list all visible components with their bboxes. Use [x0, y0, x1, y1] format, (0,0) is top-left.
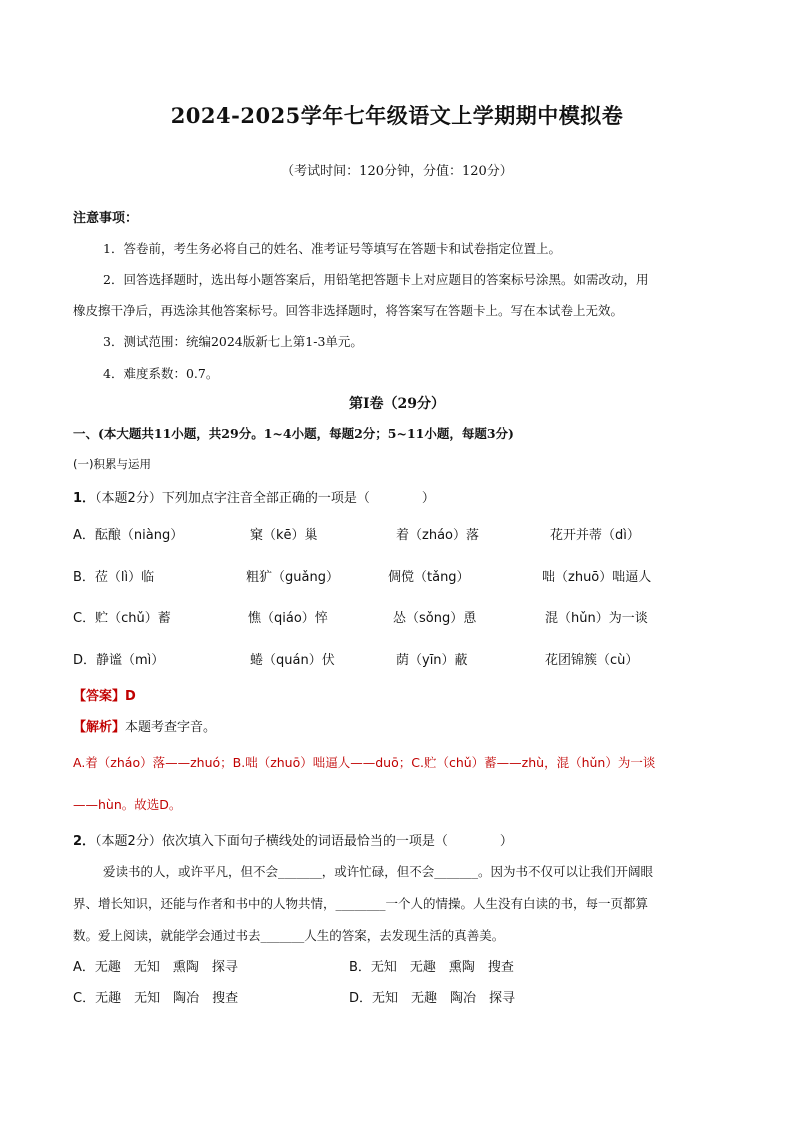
answer-row [73, 685, 136, 704]
answer-label: 【答案】 [73, 689, 126, 704]
part-heading: 一、(本大题共11小题，共29分。1~4小题，每题2分；5~11小题，每题3分) [73, 426, 514, 441]
option-a-2: 窠（kē）巢 [250, 528, 318, 543]
option-d-3: 荫（yīn）蔽 [396, 653, 468, 668]
analysis-label: 【解析】 [73, 720, 126, 735]
passage-line: 数。爱上阅读，就能学会通过书去_______人生的答案，去发现生活的真善美。 [73, 928, 505, 943]
option-c-1: C．贮（chǔ）蓄 [73, 611, 171, 626]
notice-item: 橡皮擦干净后，再选涂其他答案标号。回答非选择题时，将答案写在答题卡上。写在本试卷上无效。 [73, 303, 624, 318]
page-title: 2024-2025学年七年级语文上学期期中模拟卷 [170, 103, 624, 128]
option-a: A．无趣 无知 熏陶 探寻 [73, 960, 238, 975]
analysis-text: 本题考查字音。 [125, 720, 217, 735]
passage-line: 界、增长知识，还能与作者和书中的人物共情，________一个人的情操。人生没有白读的书，每一页都算 [73, 896, 649, 911]
explanation-line: A.着（zháo）落——zhuó；B.咄（zhuō）咄逼人——duō；C.贮（chǔ）蓄——zhù，混（hǔn）为一谈 [73, 755, 656, 770]
option-b: B．无知 无趣 熏陶 搜查 [349, 960, 514, 975]
question-1-stem [73, 487, 435, 506]
notice-item: 3．测试范围：统编2024版新七上第1-3单元。 [103, 334, 363, 349]
option-d: D．无知 无趣 陶冶 探寻 [349, 991, 516, 1006]
option-a-3: 着（zháo）落 [396, 528, 479, 543]
analysis-row [73, 716, 216, 735]
notice-item: 1．答卷前，考生务必将自己的姓名、准考证号等填写在答题卡和试卷指定位置上。 [103, 241, 561, 256]
option-c: C．无趣 无知 陶冶 搜查 [73, 991, 239, 1006]
notice-item: 2．回答选择题时，选出每小题答案后，用铅笔把答题卡上对应题目的答案标号涂黑。如需改动，用 [103, 272, 649, 287]
question-number: 2． [73, 834, 96, 849]
answer-value: D [125, 689, 136, 704]
question-text: （本题2分）依次填入下面句子横线处的词语最恰当的一项是（ ） [95, 834, 513, 849]
option-b-1: B．莅（lì）临 [73, 570, 155, 585]
notice-item: 4．难度系数：0.7。 [103, 366, 219, 381]
section-title: 第Ⅰ卷（29分） [348, 396, 446, 412]
option-c-3: 怂（sǒng）恿 [393, 611, 477, 626]
option-d-4: 花团锦簇（cù） [545, 653, 639, 668]
passage-line: 爱读书的人，或许平凡，但不会_______，或许忙碌，但不会_______。因为书不仅可以让我们开阔眼 [103, 864, 654, 879]
option-d-2: 蜷（quán）伏 [250, 653, 335, 668]
exam-info: （考试时间：120分钟，分值：120分） [281, 164, 513, 179]
subsection-label: (一)积累与运用 [73, 457, 151, 471]
option-b-2: 粗犷（guǎng） [246, 570, 339, 585]
option-a-1: A．酝酿（niàng） [73, 528, 184, 543]
option-c-4: 混（hǔn）为一谈 [545, 611, 648, 626]
question-number: 1． [73, 491, 96, 506]
option-d-1: D．静谧（mì） [73, 653, 165, 668]
option-a-4: 花开并蒂（dì） [550, 528, 640, 543]
option-b-3: 倜傥（tǎng） [388, 570, 470, 585]
explanation-line: ——hùn。故选D。 [73, 797, 182, 812]
notice-heading: 注意事项： [73, 211, 139, 226]
question-2-stem [73, 830, 513, 849]
question-text: （本题2分）下列加点字注音全部正确的一项是（ ） [95, 491, 435, 506]
option-c-2: 憔（qiáo）悴 [248, 611, 328, 626]
option-b-4: 咄（zhuō）咄逼人 [542, 570, 652, 585]
